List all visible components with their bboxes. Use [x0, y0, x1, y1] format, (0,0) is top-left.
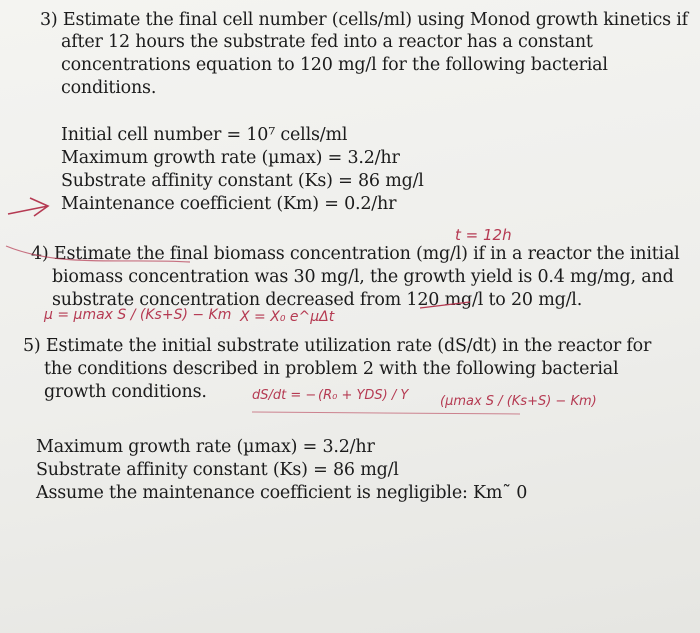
underline-mark — [252, 412, 520, 414]
problem-5-line-1: 5) Estimate the initial substrate utilization rate (dS/dt) in the reactor for — [23, 336, 652, 356]
problem-5-affinity: Substrate affinity constant (Ks) = 86 mg/l — [36, 460, 399, 480]
problem-3-line-2: after 12 hours the substrate fed into a reactor has a constant — [61, 32, 593, 52]
handwritten-x-formula: X = X₀ e^µΔt — [240, 309, 335, 325]
problem-5-max-growth: Maximum growth rate (µmax) = 3.2/hr — [36, 437, 375, 457]
problem-5-maintenance-note: Assume the maintenance coefficient is negligible: Km˜ 0 — [36, 483, 528, 503]
arrow-mark-icon — [8, 198, 48, 216]
problem-4-line-3: substrate concentration decreased from 120 mg/l to 20 mg/l. — [52, 290, 583, 310]
problem-3-line-4: conditions. — [61, 78, 157, 98]
problem-3-line-1: 3) Estimate the final cell number (cells/ml) using Monod growth kinetics if — [40, 10, 688, 30]
handwritten-ds-rhs: (µmax S / (Ks+S) − Km) — [440, 394, 597, 409]
handwritten-mu-formula: µ = µmax S / (Ks+S) − Km — [44, 307, 232, 323]
problem-4-line-2: biomass concentration was 30 mg/l, the growth yield is 0.4 mg/mg, and — [52, 267, 674, 287]
problem-3-max-growth: Maximum growth rate (µmax) = 3.2/hr — [61, 148, 400, 168]
handwritten-ds-lhs: dS/dt = − — [252, 388, 317, 403]
problem-3-initial-cells: Initial cell number = 10⁷ cells/ml — [61, 125, 348, 145]
problem-5-line-2: the conditions described in problem 2 with the following bacterial — [44, 359, 619, 379]
handwritten-ds-mid: (R₀ + YDS) / Y — [318, 388, 409, 403]
problem-4-line-1: 4) Estimate the final biomass concentration (mg/l) if in a reactor the initial — [31, 244, 680, 264]
problem-3-maintenance: Maintenance coefficient (Km) = 0.2/hr — [61, 194, 397, 214]
handwritten-time-note: t = 12h — [455, 226, 512, 244]
problem-3-affinity: Substrate affinity constant (Ks) = 86 mg/l — [61, 171, 424, 191]
underline-mark — [420, 302, 470, 308]
problem-5-line-3: growth conditions. — [44, 382, 207, 402]
problem-3-line-3: concentrations equation to 120 mg/l for the following bacterial — [61, 55, 608, 75]
underline-mark — [6, 246, 190, 262]
